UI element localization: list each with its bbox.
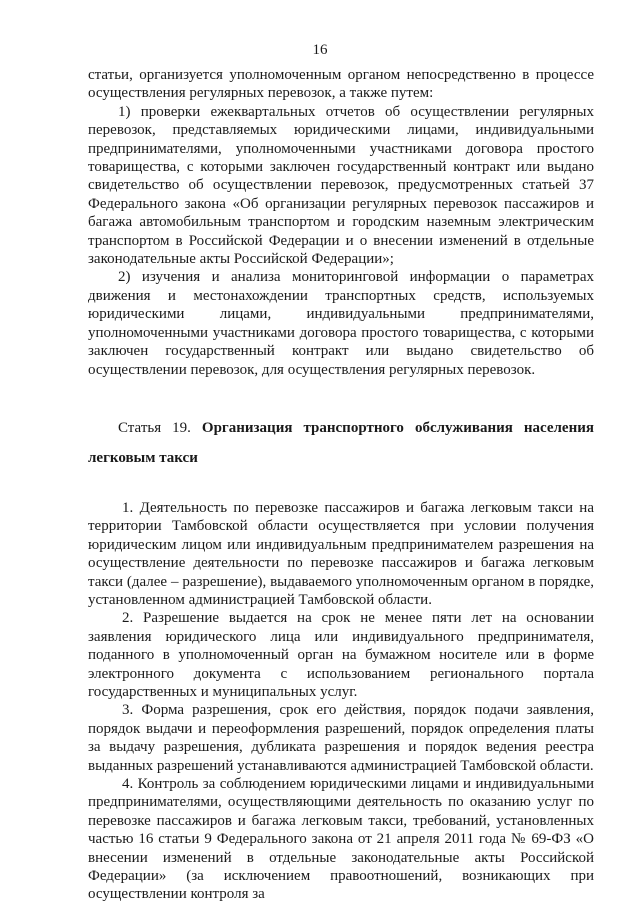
list-item-2: 2) изучения и анализа мониторинговой информации о параметрах движения и местонахождении транспортных средств, используемых юридическими лицами, индивидуальными предпринимателями, уполномоченными участниками договора простого товарищества, с которыми заключен государственный контракт или выдано свидетельство об осуществлении перевозок, для осуществления регулярных перевозок. xyxy=(88,269,594,378)
article-paragraph-3: 3. Форма разрешения, срок его действия, порядок подачи заявления, порядок выдачи и переоформления разрешений, порядок определения платы за выдачу разрешения, дубликата разрешения и порядок ведения реестра выданных разрешений устанавливаются администрацией Тамбовской области. xyxy=(88,702,594,774)
article-paragraph-2: 2. Разрешение выдается на срок не менее пяти лет на основании заявления юридического лица или индивидуального предпринимателя, поданного в уполномоченный орган на бумажном носителе или в форме электронного документа с использованием регионального портала государственных и муниципальных услуг. xyxy=(88,610,594,700)
article-label: Статья 19. xyxy=(118,419,191,436)
article-paragraph-1: 1. Деятельность по перевозке пассажиров и багажа легковым такси на территории Тамбовской области осуществляется при условии получения юридическим лицом или индивидуальным предпринимателем разрешения на осуществление деятельности по перевозке пассажиров и багажа легковым такси (далее – разрешение), выдаваемого уполномоченным органом в порядке, установленном администрацией Тамбовской области. xyxy=(88,499,594,608)
article-title: Организация транспортного обслуживания населения легковым такси xyxy=(88,419,594,466)
page-number: 16 xyxy=(312,42,328,58)
list-item-1: 1) проверки ежеквартальных отчетов об осуществлении регулярных перевозок, представляемых юридическими лицами, индивидуальными предпринимателями, уполномоченными участниками договора простого товарищества, с которыми заключен государственный контракт или выдано свидетельство об осуществлении перевозок, предусмотренных статьей 37 Федерального закона «Об организации регулярных перевозок пассажиров и багажа автомобильным транспортом и городским наземным электрическим транспортом в Российской Федерации и о внесении изменений в отдельные законодательные акты Российской Федерации»; xyxy=(88,103,594,268)
article-heading xyxy=(88,413,594,473)
intro-paragraph: статьи, организуется уполномоченным органом непосредственно в процессе осуществления регулярных перевозок, а также путем: xyxy=(88,67,594,102)
document-body xyxy=(88,66,594,904)
article-paragraph-4: 4. Контроль за соблюдением юридическими лицами и индивидуальными предпринимателями, осуществляющими деятельность по оказанию услуг по перевозке пассажиров и багажа легковым такси, требований, установленных частью 16 статьи 9 Федерального закона от 21 апреля 2011 года № 69-ФЗ «О внесении изменений в отдельные законодательные акты Российской Федерации» (за исключением правоотношений, возникающих при осуществлении контроля за xyxy=(88,776,594,903)
